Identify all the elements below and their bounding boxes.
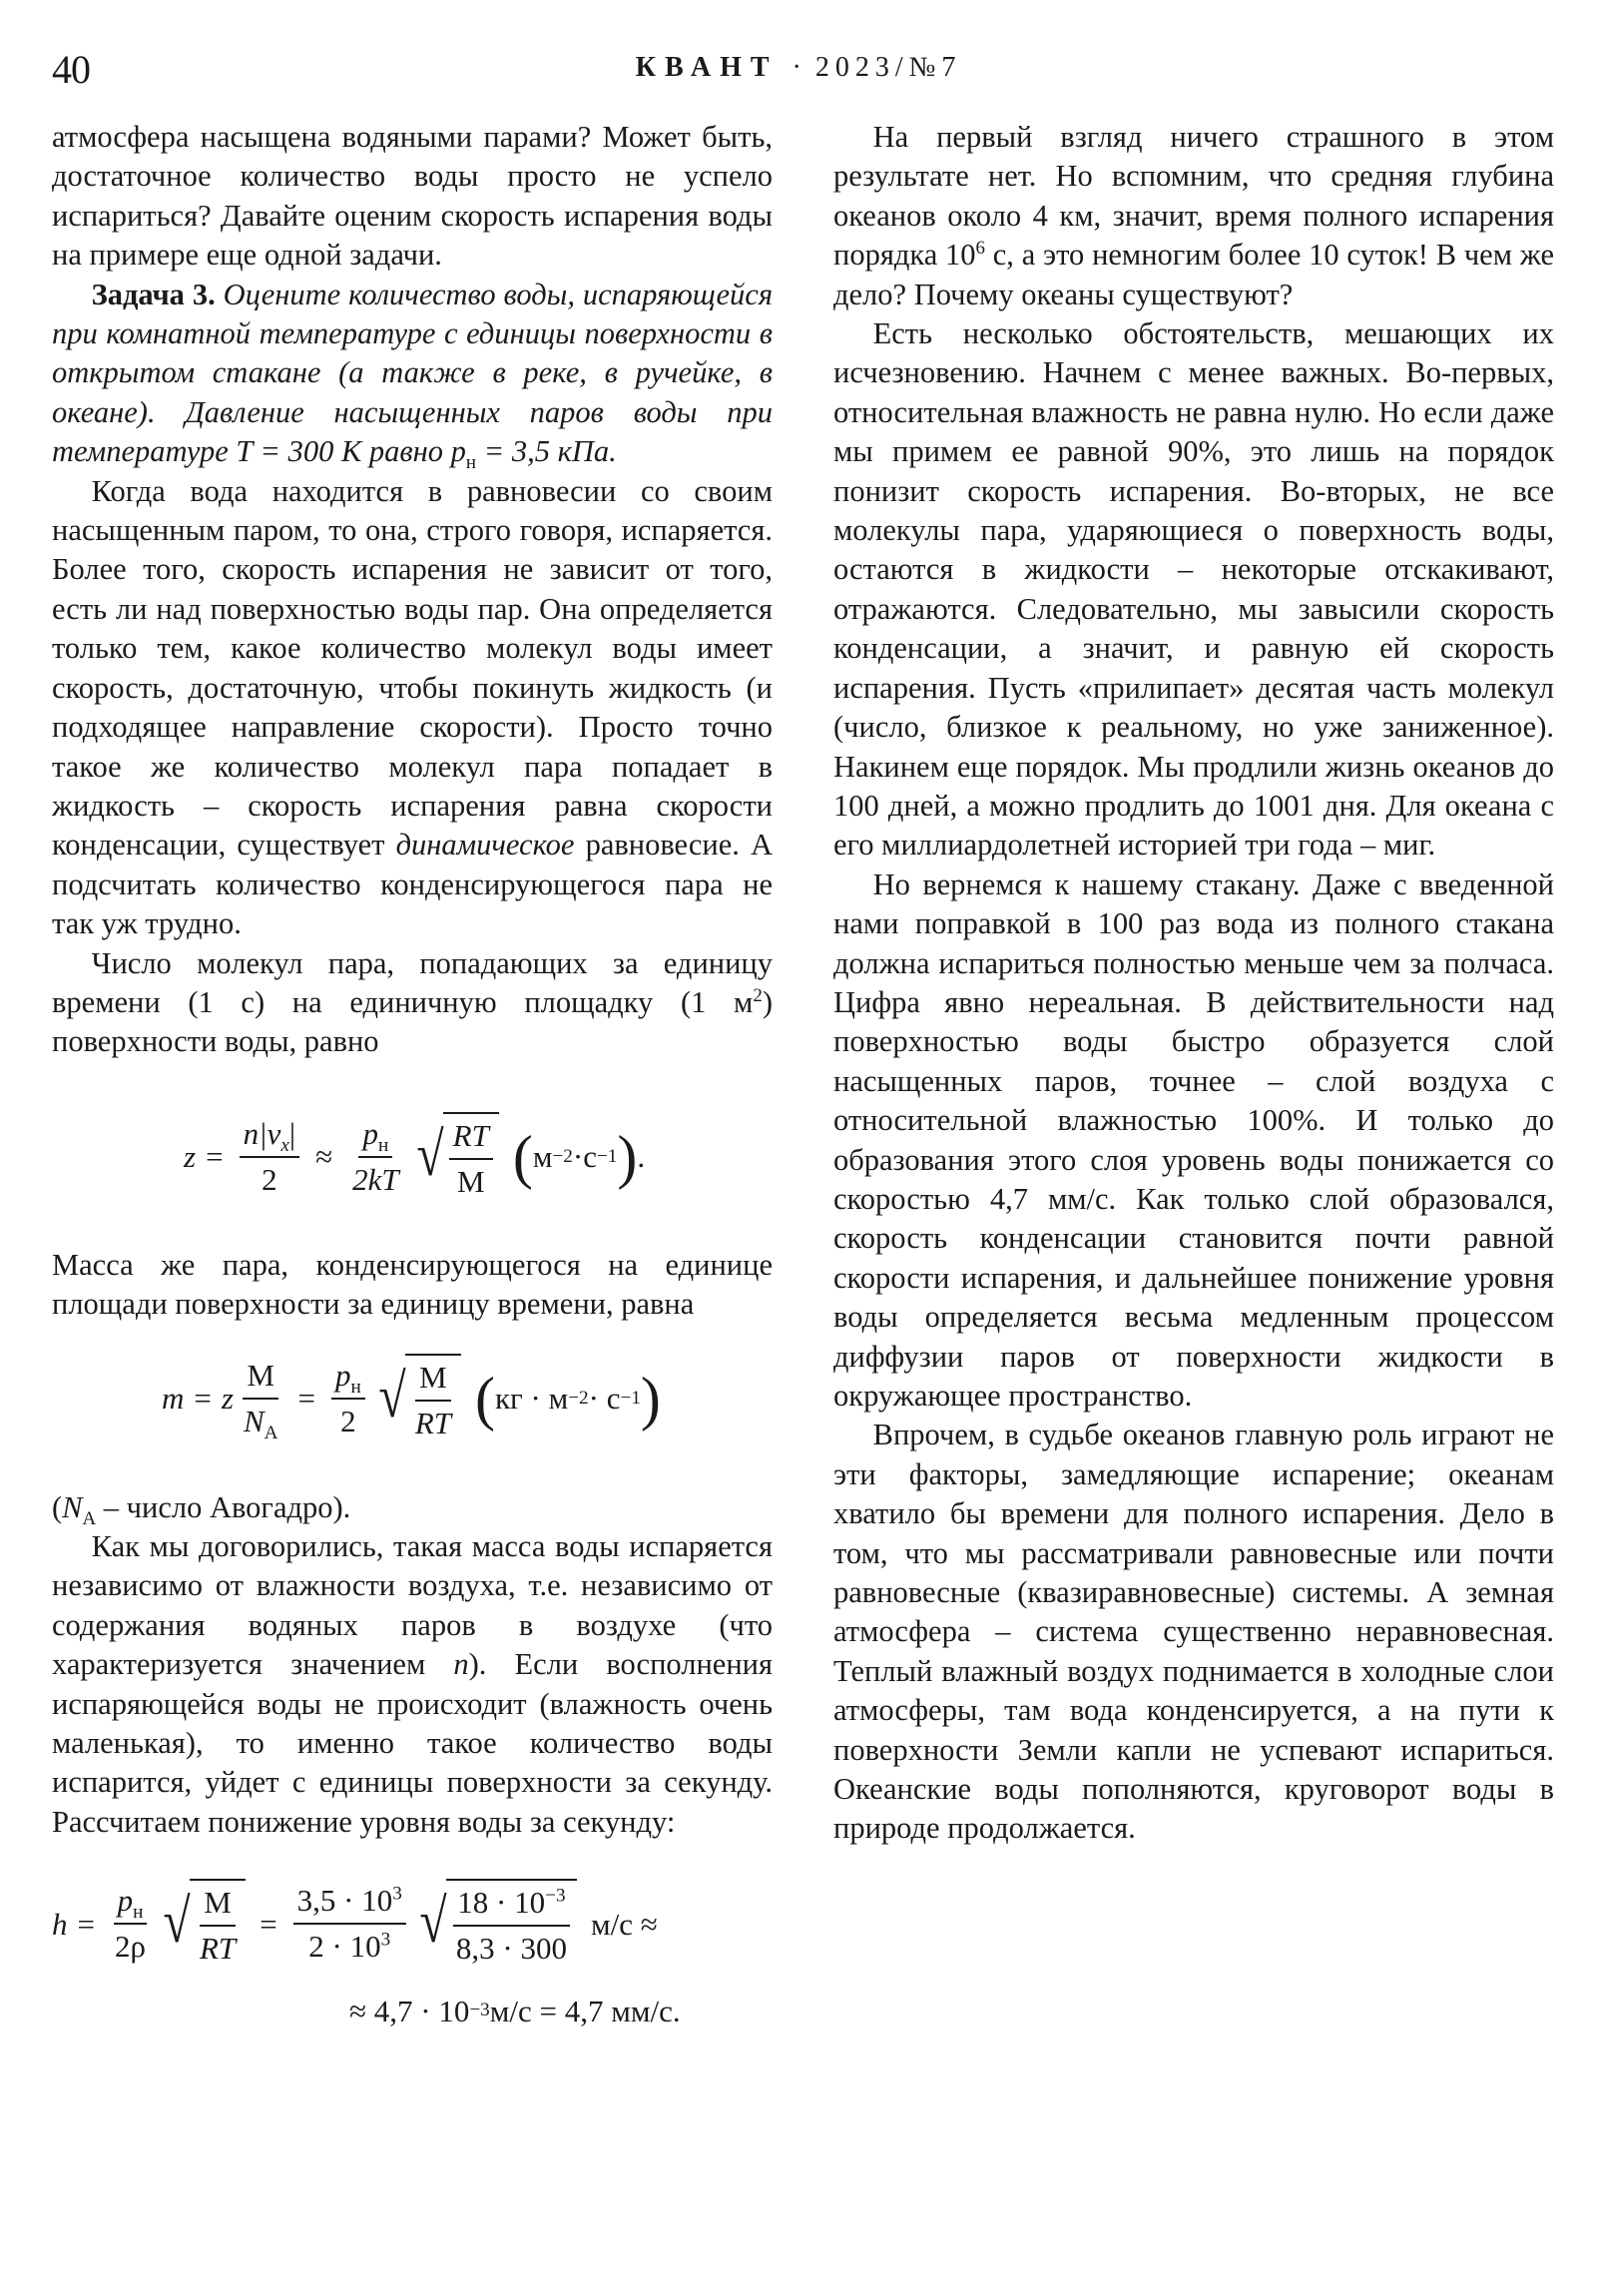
paragraph: Как мы договорились, такая масса воды испаряется независимо от влажности воздуха, т.е. независимо от содержания водяных паров в воздухе (что характеризуется значением n). Если восполнения испаряющейся воды не происходит (влажность очень маленькая), то именно такое количество воды испарится, уйдет с единицы поверхности за секунду. Рассчитаем понижение уровня воды за секунду: — [52, 1528, 774, 1839]
page-header — [0, 38, 1597, 98]
paragraph: Когда вода находится в равновесии со своим насыщенным паром, то она, строго говоря, испаряется. Более того, скорость испарения не зависит от того, есть ли над поверхностью воды пар. Она определяется только тем, какое количество молекул воды имеет скорость, достаточную, чтобы покинуть жидкость (и подходящее направление скорости). Просто точно такое же количество молекул пара попадает в жидкость – скорость испарения равна скорости конденсации, существует динамическое равновесие. А подсчитать количество конденсирующегося пара не так уж трудно. — [52, 473, 773, 941]
square-root: √ $\frac{RT}{М}$ — [413, 1112, 499, 1202]
formula-units: ( м −2 · с −1 ) . — [512, 1123, 646, 1190]
page-number: 40 — [52, 47, 90, 92]
paragraph: Но вернемся к нашему стакану. Даже с введенной нами поправкой в 100 раз вода из полного стакана должна испариться полностью меньше чем за полчаса. Цифра явно нереальная. В действительности над поверхностью воды быстро образуется слой насыщенных паров, точнее – слой воздуха с относительной влажностью 100%. И только до образования этого слоя уровень воды понижается со скоростью 4,7 мм/с. Как только слой образовался, скорость конденсации становится почти равной скорости испарения, и дальнейшее понижение уровня воды определяется весьма медленным процессом диффузии паров от поверхности жидкости в окружающее пространство. — [833, 866, 1554, 1413]
task-label: Задача 3. — [91, 277, 216, 311]
paragraph: Впрочем, в судьбе океанов главную роль играют не эти факторы, замедляющие испарение; океанам хватило бы времени для полного испарения. Дело в том, что мы рассматривали равновесные или почти равновесные (квазиравновесные) системы. А земная атмосфера – система существенно неравновесная. Теплый влажный воздух поднимается в холодные слои атмосферы, там вода конденсируется, а на пути к поверхности Земли капли не успевают испариться. Океанские воды пополняются, круговорот воды в природе продолжается. — [833, 1418, 1554, 1846]
paragraph: На первый взгляд ничего страшного в этом результате нет. Но вспомним, что средняя глубина океанов около 4 км, значит, время полного испарения порядка $10^6$ с, а это немногим более 10 суток! В чем же дело? Почему океаны существуют? — [833, 120, 1555, 311]
formula-m: m = z $\frac{М}{N_А}$ = $\frac{p_н}{2}$ √ $\frac{М}{RT}$ ( кг · м −2 · с −1 ) — [162, 1339, 773, 1458]
issue-number: 2023/№7 — [814, 52, 962, 83]
formula-z: z = $\frac{n|v_x|}{2}$ ≈ $\frac{p_н}{2kT}$ √ $\frac{RT}{М}$ ( м −2 · с −1 ) . — [184, 1102, 773, 1212]
formula-h-result: ≈ 4,7 · 10 −3 м/с = 4,7 мм/с. — [349, 1993, 681, 2028]
left-column — [52, 118, 773, 2035]
paragraph: Число молекул пара, попадающих за единицу времени (1 с) на единичную площадку (1 $м^2$) поверхности воды, равно — [52, 945, 773, 1059]
task-statement: Задача 3. Оцените количество воды, испаряющейся при комнатной температуре с единицы поверхности в открытом стакане (а также в реке, в ручейке, в океане). Давление насыщенных паров воды при температуре T = 300 К равно $p_н = 3,5$ кПа. — [52, 277, 773, 474]
square-root: √ $\frac{18 \cdot 10^{-3}}{8,3 \cdot 300}$ — [416, 1879, 577, 1969]
title-separator: · — [792, 52, 801, 83]
formula-h: h = $\frac{p_н}{2\rho}$ √ $\frac{М}{RT}$ = $\frac{3,5 \cdot 10^3}{2 \cdot 10^3}$ √ $\frac{18 \cdot 10^{-3}}{8,3 \cdot 300}$ м/с ≈ — [52, 1868, 773, 1980]
formula-units: ( кг · м −2 · с −1 ) — [475, 1365, 661, 1432]
square-root: √ $\frac{М}{RT}$ — [375, 1354, 461, 1443]
paragraph: ($N_А$ – число Авогадро). — [52, 1489, 351, 1529]
paragraph: Есть несколько обстоятельств, мешающих их исчезновению. Начнем с менее важных. Во-первых, относительная влажность не равна нулю. Но если даже мы примем ее равной 90%, это лишь на порядок понизит скорость испарения. Во-вторых, не все молекулы пара, ударяющиеся о поверхность воды, остаются в жидкости – некоторые отскакивают, отражаются. Следовательно, мы завысили скорость конденсации, а значит, и равную ей скорость испарения. Пусть «прилипает» десятая часть молекул (число, близкое к реальному, но уже заниженное). Накинем еще порядок. Мы продлили жизнь океанов до 100 дней, а можно продлить до 1001 дня. Для океана с его миллиардолетней историей три года – миг. — [833, 316, 1554, 862]
running-title — [0, 52, 1597, 84]
right-column — [833, 118, 1554, 1849]
paragraph: атмосфера насыщена водяными парами? Может быть, достаточное количество воды просто не успело испариться? Давайте оценим скорость испарения воды на примере еще одной задачи. — [52, 120, 773, 273]
paragraph: Масса же пара, конденсирующегося на единице площади поверхности за единицу времени, равна — [52, 1247, 773, 1322]
journal-name: КВАНТ — [635, 52, 779, 83]
square-root: √ $\frac{М}{RT}$ — [160, 1879, 246, 1969]
